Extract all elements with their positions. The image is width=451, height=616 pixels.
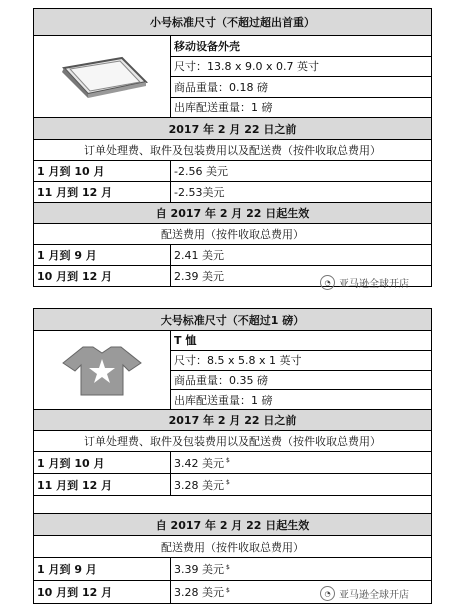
table-row (34, 244, 431, 265)
product-row (34, 35, 431, 117)
fee-value: -2.56 美元 (174, 165, 228, 178)
tshirt-image (34, 331, 171, 409)
product-info (171, 331, 431, 409)
section-header-row (34, 513, 431, 535)
large-standard-size-table (33, 308, 432, 604)
product-size: 尺寸：8.5 x 5.8 x 1 英寸 (171, 350, 431, 370)
section-header-row (34, 202, 431, 223)
footnote-mark: $ (226, 457, 230, 464)
product-row (34, 330, 431, 409)
product-weight: 商品重量：0.35 磅 (171, 370, 431, 390)
section-sub-row (34, 223, 431, 244)
period-label: 1 月到 10 月 (34, 452, 171, 473)
period-label: 1 月到 9 月 (34, 245, 171, 265)
blank-row (34, 495, 431, 513)
fee-value: 3.28 美元 $ (174, 478, 230, 492)
table-title: 大号标准尺寸（不超过1 磅） (160, 313, 305, 327)
section-before-subtitle: 订单处理费、取件及包装费用以及配送费（按件收取总费用） (84, 435, 381, 448)
section-after-subtitle: 配送费用（按件收取总费用） (161, 228, 304, 241)
wechat-logo-icon: ◔ (320, 586, 335, 601)
table-row (34, 451, 431, 473)
footnote-mark: $ (226, 563, 230, 571)
product-size: 尺寸：13.8 x 9.0 x 0.7 英寸 (171, 56, 431, 77)
section-header-row (34, 409, 431, 430)
section-before-title: 2017 年 2 月 22 日之前 (168, 122, 297, 136)
period-label: 11 月到 12 月 (34, 182, 171, 202)
product-name: T 恤 (174, 334, 197, 348)
table-title-row (34, 9, 431, 35)
table-row (34, 160, 431, 181)
period-label: 10 月到 12 月 (34, 266, 171, 286)
watermark-text: 亚马逊全球开店 (339, 279, 409, 290)
table-title: 小号标准尺寸（不超过超出首重） (150, 16, 315, 29)
product-info (171, 36, 431, 117)
fee-value: 3.42 美元 $ (174, 456, 230, 470)
period-label: 11 月到 12 月 (34, 474, 171, 495)
product-name: 移动设备外壳 (174, 39, 240, 53)
section-header-row (34, 117, 431, 139)
section-after-title: 自 2017 年 2 月 22 日起生效 (155, 207, 310, 220)
table-row (34, 181, 431, 202)
table-row (34, 557, 431, 580)
watermark (320, 275, 409, 290)
section-sub-row (34, 139, 431, 160)
watermark (320, 586, 409, 601)
period-label: 1 月到 10 月 (34, 161, 171, 181)
fee-value: 3.28 美元 $ (174, 586, 230, 599)
period-label: 10 月到 12 月 (34, 581, 171, 603)
shipping-weight: 出库配送重量：1 磅 (171, 97, 431, 118)
fee-value: 2.39 美元 (174, 270, 224, 283)
fee-value: -2.53美元 (174, 186, 225, 199)
table-row (34, 473, 431, 495)
table-title-row (34, 309, 431, 330)
small-standard-size-table (33, 8, 432, 287)
section-after-subtitle: 配送费用（按件收取总费用） (161, 540, 304, 554)
phone-case-image (34, 36, 171, 117)
wechat-logo-icon: ◔ (320, 275, 335, 290)
product-weight: 商品重量：0.18 磅 (171, 76, 431, 97)
blank-cell (34, 496, 431, 513)
section-sub-row (34, 430, 431, 451)
period-label: 1 月到 9 月 (34, 558, 171, 580)
footnote-mark: $ (226, 479, 230, 486)
section-before-subtitle: 订单处理费、取件及包装费用以及配送费（按件收取总费用） (84, 144, 381, 157)
fee-value: 2.41 美元 (174, 249, 224, 262)
section-before-title: 2017 年 2 月 22 日之前 (168, 414, 297, 427)
section-sub-row (34, 535, 431, 557)
tshirt-icon (57, 343, 147, 397)
phone-case-icon (52, 52, 152, 102)
fee-value: 3.39 美元 $ (174, 563, 230, 576)
footnote-mark: $ (226, 586, 230, 594)
shipping-weight: 出库配送重量：1 磅 (171, 389, 431, 409)
section-after-title: 自 2017 年 2 月 22 日起生效 (155, 518, 310, 532)
watermark-text: 亚马逊全球开店 (339, 590, 409, 601)
